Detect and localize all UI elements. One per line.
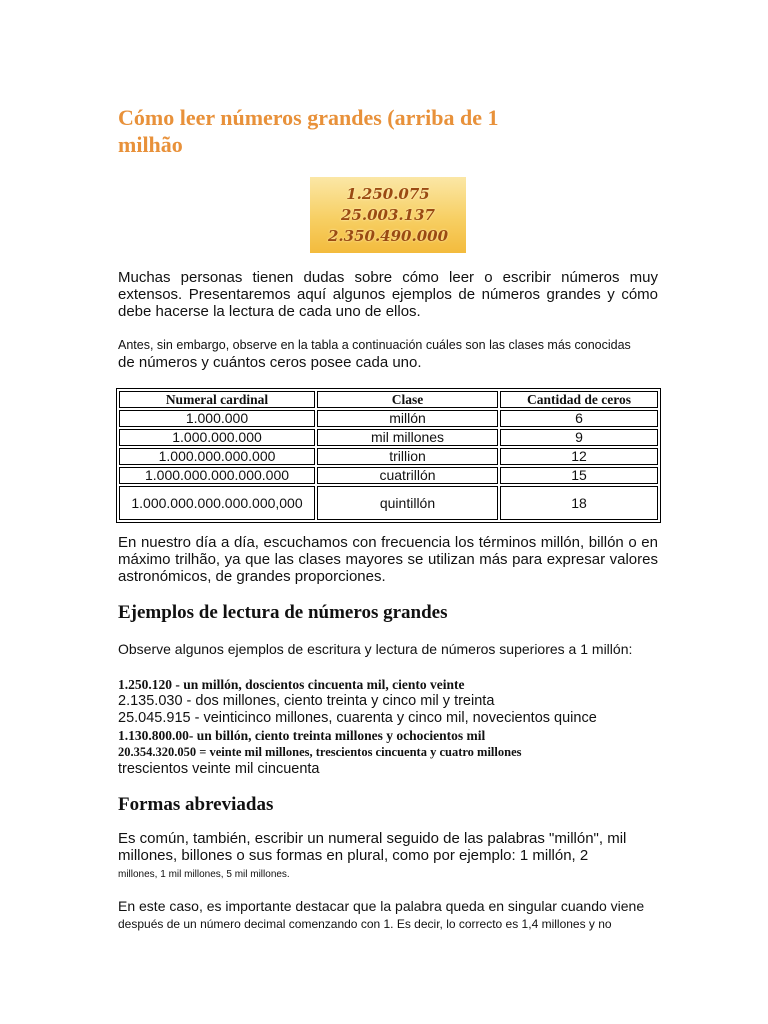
example-line: 2.135.030 - dos millones, ciento treinta y cinco mil y treinta: [118, 693, 495, 709]
example-line: trescientos veinte mil cincuenta: [118, 761, 320, 777]
cell-ceros: 12: [500, 448, 658, 465]
table-row: [119, 448, 658, 465]
table-row: [119, 410, 658, 427]
example-line: 1.130.800.00- un billón, ciento treinta millones y ochocientos mil: [118, 728, 486, 743]
cell-numeral: 1.000.000.000: [119, 429, 315, 446]
antes-small-text: Antes, sin embargo, observe en la tabla a continuación cuáles son las clases más conocidas: [118, 338, 631, 352]
cell-ceros: 15: [500, 467, 658, 484]
cell-ceros: 18: [500, 486, 658, 520]
formas-main-text: Es común, también, escribir un numeral seguido de las palabras "millón", mil millones, billones o sus formas en plural, como por ejemplo: 1 millón, 2: [118, 830, 627, 864]
banner-number: 25.003.137: [341, 205, 435, 224]
column-header: Cantidad de ceros: [500, 391, 658, 408]
section-heading-formas: Formas abreviadas: [118, 794, 274, 815]
cell-ceros: 9: [500, 429, 658, 446]
examples-list: [118, 676, 678, 778]
singular-paragraph: [118, 898, 678, 933]
caso-main-text: En este caso, es importante destacar que la palabra queda en singular cuando viene: [118, 898, 645, 914]
cell-numeral: 1.000.000: [119, 410, 315, 427]
table-row: [119, 486, 658, 520]
cell-clase: mil millones: [317, 429, 498, 446]
banner-number: 1.250.075: [346, 184, 430, 203]
column-header: Numeral cardinal: [119, 391, 315, 408]
numbers-banner-image: [310, 177, 466, 253]
antes-paragraph: [118, 336, 658, 371]
example-line: 1.250.120 - un millón, doscientos cincuenta mil, ciento veinte: [118, 677, 465, 692]
caso-small-text: después de un número decimal comenzando con 1. Es decir, lo correcto es 1,4 millones y no: [118, 917, 612, 931]
daily-use-paragraph: En nuestro día a día, escuchamos con frecuencia los términos millón, billón o en máximo trilhão, ya que las clases mayores se utilizan más para expresar valores astronómicos, de grandes proporciones.: [118, 534, 658, 585]
table-row: [119, 467, 658, 484]
table-header-row: [119, 391, 658, 408]
cell-clase: cuatrillón: [317, 467, 498, 484]
antes-rest-text: de números y cuántos ceros posee cada uno.: [118, 354, 422, 371]
banner-number: 2.350.490.000: [327, 226, 449, 245]
example-line: 20.354.320.050 = veinte mil millones, trescientos cincuenta y cuatro millones: [118, 745, 522, 759]
cell-numeral: 1.000.000.000.000: [119, 448, 315, 465]
number-classes-table: [116, 388, 661, 523]
formas-small-text: millones, 1 mil millones, 5 mil millones.: [118, 869, 290, 880]
observe-paragraph: Observe algunos ejemplos de escritura y lectura de números superiores a 1 millón:: [118, 641, 633, 657]
cell-clase: trillion: [317, 448, 498, 465]
cell-numeral: 1.000.000.000.000.000: [119, 467, 315, 484]
cell-clase: millón: [317, 410, 498, 427]
column-header: Clase: [317, 391, 498, 408]
example-line: 25.045.915 - veinticinco millones, cuarenta y cinco mil, novecientos quince: [118, 710, 597, 726]
page-title: Cómo leer números grandes (arriba de 1 milhão: [118, 105, 499, 157]
intro-paragraph: Muchas personas tienen dudas sobre cómo leer o escribir números muy extensos. Presentaremos aquí algunos ejemplos de números grandes y cómo debe hacerse la lectura de cada uno de ellos.: [118, 269, 658, 320]
cell-clase: quintillón: [317, 486, 498, 520]
formas-paragraph: [118, 830, 648, 883]
cell-ceros: 6: [500, 410, 658, 427]
table-row: [119, 429, 658, 446]
cell-numeral: 1.000.000.000.000.000,000: [119, 486, 315, 520]
section-heading-ejemplos: Ejemplos de lectura de números grandes: [118, 602, 448, 623]
